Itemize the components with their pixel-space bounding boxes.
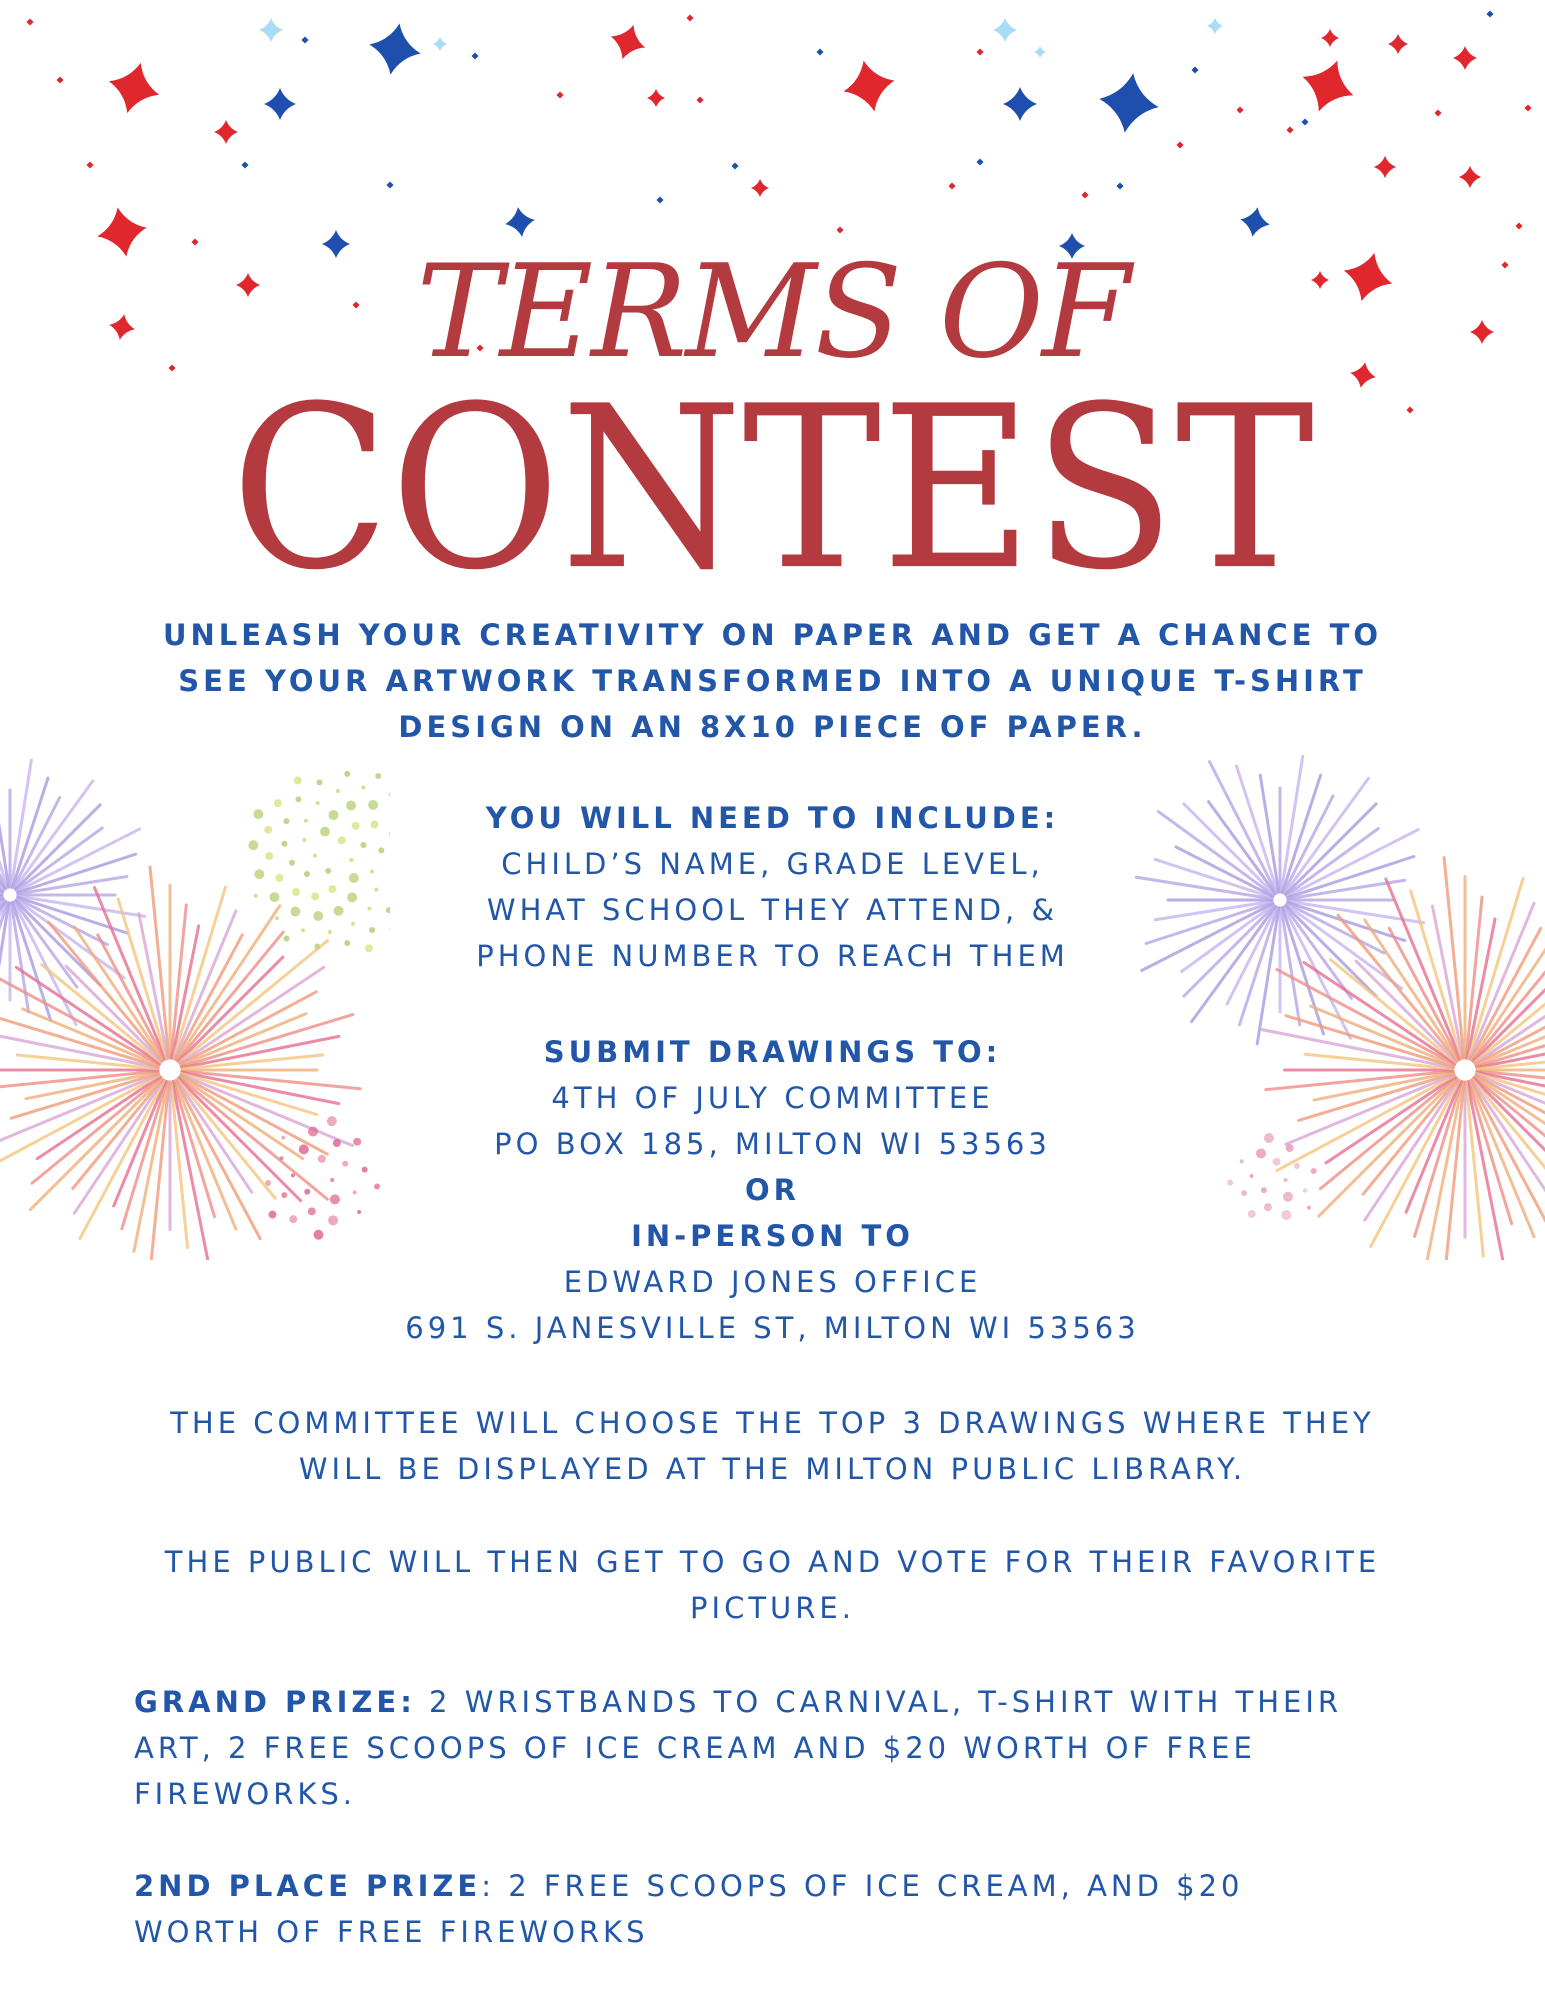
confetti-dot	[731, 162, 738, 169]
confetti-dot	[1116, 182, 1123, 189]
inperson-heading: IN-PERSON TO	[631, 1219, 914, 1253]
confetti-dot	[1301, 118, 1308, 125]
include-heading: YOU WILL NEED TO INCLUDE:	[485, 801, 1060, 835]
confetti-dot	[26, 18, 33, 25]
confetti-star	[1034, 46, 1046, 58]
title-line-2: CONTEST	[230, 358, 1315, 621]
confetti-dot	[86, 161, 93, 168]
confetti-dot	[816, 48, 823, 55]
confetti-dot	[686, 14, 693, 21]
confetti-dot	[976, 158, 983, 165]
confetti-star	[1293, 51, 1362, 120]
grand-prize-text: 2 WRISTBANDS TO CARNIVAL, T-SHIRT WITH THEIR	[415, 1685, 1343, 1719]
confetti-dot	[471, 52, 478, 59]
second-prize-label: 2ND PLACE PRIZE	[134, 1869, 482, 1903]
intro-line-3: DESIGN ON AN 8X10 PIECE OF PAPER.	[398, 710, 1147, 744]
confetti-star	[433, 37, 447, 51]
title-line-1: TERMS OF	[416, 238, 1129, 387]
inperson-line: 691 S. JANESVILLE ST, MILTON WI 53563	[405, 1311, 1140, 1345]
confetti-dot	[1286, 126, 1293, 133]
firework-dot	[344, 771, 350, 777]
committee-line: THE COMMITTEE WILL CHOOSE THE TOP 3 DRAWINGS WHERE THEY	[170, 1406, 1375, 1440]
confetti-star	[1388, 34, 1408, 54]
firework-dot	[361, 786, 365, 790]
confetti-dot	[386, 181, 393, 188]
confetti-star	[1003, 87, 1037, 121]
confetti-star	[1453, 46, 1477, 70]
confetti-dot	[976, 48, 983, 55]
intro-line-2: SEE YOUR ARTWORK TRANSFORMED INTO A UNIQUE T-SHIRT	[178, 664, 1367, 698]
confetti-dot	[1191, 66, 1198, 73]
confetti-star	[102, 56, 166, 120]
confetti-dot	[1486, 10, 1493, 17]
submit-heading: SUBMIT DRAWINGS TO:	[543, 1035, 1002, 1069]
confetti-dot	[241, 161, 248, 168]
firework-dot	[336, 789, 340, 793]
confetti-star	[1321, 29, 1339, 47]
intro-line-1: UNLEASH YOUR CREATIVITY ON PAPER AND GET A CHANCE TO	[162, 618, 1383, 652]
second-prize-line-2: WORTH OF FREE FIREWORKS	[134, 1915, 649, 1949]
confetti-star	[1238, 205, 1273, 240]
confetti-star	[503, 205, 537, 239]
confetti-star	[264, 88, 296, 120]
confetti-star	[1374, 156, 1396, 178]
confetti-dot	[1515, 222, 1522, 229]
firework-dot	[316, 779, 322, 785]
public-line: THE PUBLIC WILL THEN GET TO GO AND VOTE FOR THEIR FAVORITE	[164, 1545, 1381, 1579]
public-line: PICTURE.	[690, 1591, 855, 1625]
confetti-star	[1459, 166, 1481, 188]
confetti-dot	[696, 96, 703, 103]
second-prize-text: : 2 FREE SCOOPS OF ICE CREAM, AND $20	[481, 1869, 1244, 1903]
confetti-dot	[1524, 104, 1531, 111]
confetti-star	[993, 18, 1017, 42]
confetti-dot	[1236, 106, 1243, 113]
confetti-dot	[948, 182, 955, 189]
firework-dot	[375, 773, 381, 779]
confetti-star	[838, 55, 900, 117]
grand-prize-line-2: ART, 2 FREE SCOOPS OF ICE CREAM AND $20 WORTH OF FREE	[134, 1731, 1256, 1765]
confetti-dot	[656, 196, 663, 203]
confetti-dot	[1176, 141, 1183, 148]
submit-line: PO BOX 185, MILTON WI 53563	[494, 1127, 1051, 1161]
confetti-dot	[1434, 109, 1441, 116]
confetti-dot	[56, 76, 63, 83]
second-prize-line-1	[134, 1863, 1384, 1909]
confetti-star	[1207, 18, 1223, 34]
submit-or: OR	[745, 1173, 800, 1207]
confetti-dot	[1081, 191, 1088, 198]
confetti-dot	[301, 36, 308, 43]
submit-line: 4TH OF JULY COMMITTEE	[551, 1081, 994, 1115]
firework-dot	[294, 776, 302, 784]
include-line: PHONE NUMBER TO REACH THEM	[476, 939, 1069, 973]
include-line: WHAT SCHOOL THEY ATTEND, &	[486, 893, 1059, 927]
confetti-star	[605, 19, 650, 64]
inperson-line: EDWARD JONES OFFICE	[563, 1265, 982, 1299]
grand-prize-label: GRAND PRIZE:	[134, 1685, 416, 1719]
include-line: CHILD’S NAME, GRADE LEVEL,	[501, 847, 1044, 881]
grand-prize-line-1	[134, 1679, 1384, 1725]
confetti-star	[751, 179, 769, 197]
confetti-star	[259, 18, 283, 42]
confetti-star	[1095, 69, 1163, 137]
committee-line: WILL BE DISPLAYED AT THE MILTON PUBLIC LIBRARY.	[298, 1452, 1247, 1486]
confetti-star	[214, 120, 238, 144]
grand-prize-line-3: FIREWORKS.	[134, 1777, 357, 1811]
confetti-dot	[836, 226, 843, 233]
confetti-star	[647, 89, 665, 107]
confetti-star	[365, 19, 425, 79]
confetti-dot	[556, 91, 563, 98]
